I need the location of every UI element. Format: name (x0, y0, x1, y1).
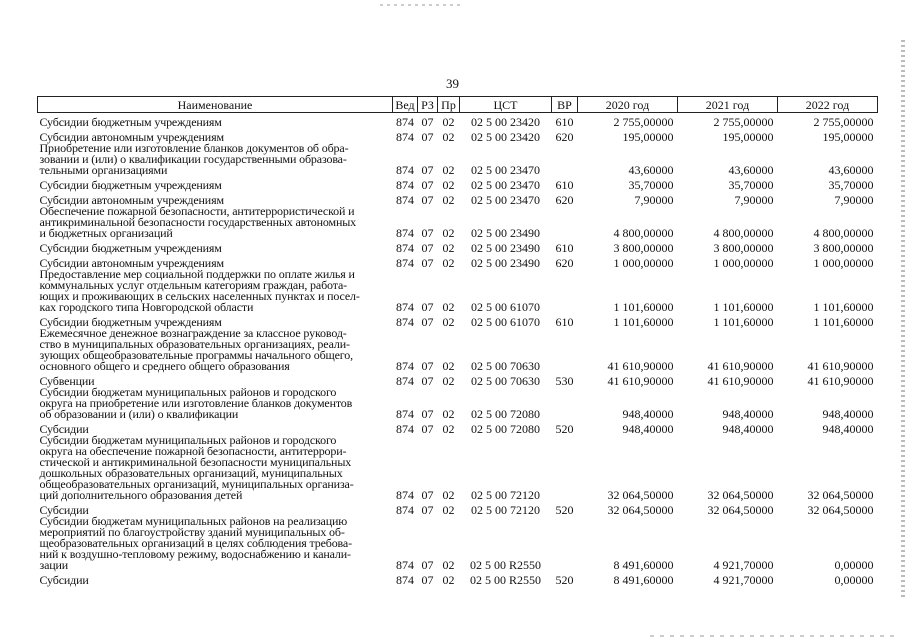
table-row (38, 176, 878, 191)
cell-name (38, 239, 393, 254)
name-line: Ежемесячное денежное вознаграждение за классное руковод- (39, 325, 347, 340)
cell-y2021: 1 000,00000 (713, 255, 774, 270)
cell-vr: 610 (555, 114, 574, 129)
table-row (38, 435, 878, 501)
table-row (38, 206, 878, 239)
table-row (38, 239, 878, 254)
cell-y2020: 1 101,60000 (613, 314, 674, 329)
cell-y2020: 1 000,00000 (613, 255, 674, 270)
cell-ved: 874 (396, 487, 414, 502)
cell-y2021: 32 064,50000 (707, 487, 774, 502)
cell-rz: 07 (421, 502, 434, 517)
name-line: ций дополнительного образования детей (39, 487, 243, 502)
name-line: округа на обеспечение пожарной безопасности, антитеррори- (39, 443, 347, 458)
cell-y2022: 32 064,50000 (807, 487, 874, 502)
cell-y2022: 3 800,00000 (813, 240, 874, 255)
cell-y2021: 41 610,90000 (707, 358, 774, 373)
name-line: Приобретение или изготовление бланков документов об обра- (39, 140, 349, 155)
table-body (38, 113, 878, 586)
name-line: ний к воздушно-тепловому режиму, водоснабжению и канали- (39, 546, 351, 561)
cell-cst: 02 5 00 23420 (471, 129, 540, 144)
header-name: Наименование (38, 97, 393, 113)
header-2022: 2022 год (778, 97, 878, 113)
cell-y2021: 1 101,60000 (713, 314, 774, 329)
table-row (38, 269, 878, 313)
cell-cst: 02 5 00 72080 (471, 406, 540, 421)
cell-vr (552, 435, 578, 501)
cell-y2021: 4 800,00000 (713, 225, 774, 240)
cell-pr: 02 (442, 502, 455, 517)
cell-cst: 02 5 00 23420 (471, 114, 540, 129)
scan-edge-artifact (901, 40, 905, 600)
name-line: Субсидии бюджетам муниципальных районов на реализацию (39, 513, 348, 528)
cell-cst: 02 5 00 R2550 (469, 572, 541, 587)
cell-ved: 874 (396, 240, 414, 255)
cell-pr: 02 (442, 421, 455, 436)
cell-rz: 07 (421, 373, 434, 388)
cell-y2020: 43,60000 (628, 162, 674, 177)
cell-vr: 610 (555, 314, 574, 329)
cell-vr: 520 (555, 502, 574, 517)
cell-rz: 07 (421, 114, 434, 129)
cell-y2022: 948,40000 (822, 406, 874, 421)
name-line: тельными организациями (39, 162, 168, 177)
cell-name (38, 176, 393, 191)
cell-cst: 02 5 00 72080 (471, 421, 540, 436)
cell-y2021: 1 101,60000 (713, 299, 774, 314)
cell-cst: 02 5 00 23470 (471, 162, 540, 177)
cell-y2022: 0,00000 (834, 572, 874, 587)
name-line: Предоставление мер социальной поддержки по оплате жилья и (39, 266, 355, 281)
name-line: антикриминальной безопасности государственных автономных (39, 214, 357, 229)
name-line: и бюджетных организаций (39, 225, 173, 240)
cell-ved: 874 (396, 358, 414, 373)
name-line: коммунальных услуг отдельным категориям граждан, работа- (39, 277, 347, 292)
cell-rz: 07 (421, 299, 434, 314)
cell-y2020: 948,40000 (622, 421, 674, 436)
cell-pr: 02 (442, 162, 455, 177)
cell-vr (552, 143, 578, 176)
cell-y2021: 35,70000 (728, 177, 774, 192)
table-row (38, 143, 878, 176)
cell-vr: 520 (555, 572, 574, 587)
cell-y2022: 1 101,60000 (813, 314, 874, 329)
cell-rz: 07 (421, 314, 434, 329)
cell-name (38, 513, 393, 572)
cell-name (38, 113, 393, 128)
cell-ved: 874 (396, 225, 414, 240)
cell-ved: 874 (396, 162, 414, 177)
scan-artifact-top (380, 4, 460, 6)
cell-ved: 874 (396, 406, 414, 421)
cell-y2022: 0,00000 (834, 557, 874, 572)
name-line: Субсидии бюджетным учреждениям (39, 240, 222, 255)
cell-name (38, 571, 393, 586)
cell-ved: 874 (396, 192, 414, 207)
cell-vr (552, 328, 578, 372)
cell-pr: 02 (442, 557, 455, 572)
name-line: основного общего и среднего общего образования (39, 358, 290, 373)
cell-vr: 610 (555, 177, 574, 192)
name-line: об образовании и (или) о квалификации (39, 406, 239, 421)
cell-cst: 02 5 00 70630 (471, 358, 540, 373)
cell-y2021: 4 921,70000 (713, 572, 774, 587)
cell-y2020: 41 610,90000 (607, 373, 674, 388)
cell-vr (552, 516, 578, 571)
cell-cst: 02 5 00 61070 (471, 299, 540, 314)
cell-ved: 874 (396, 114, 414, 129)
cell-y2022: 41 610,90000 (807, 373, 874, 388)
cell-vr: 530 (555, 373, 574, 388)
page-number: 39 (446, 76, 459, 91)
name-line: Субсидии автономным учреждениям (39, 255, 224, 270)
cell-rz: 07 (421, 192, 434, 207)
cell-name (38, 203, 393, 240)
cell-vr (552, 387, 578, 420)
cell-name (38, 140, 393, 177)
cell-rz: 07 (421, 358, 434, 373)
cell-rz: 07 (421, 225, 434, 240)
cell-rz: 07 (421, 421, 434, 436)
name-line: Субсидии бюджетным учреждениям (39, 114, 222, 129)
cell-y2021: 41 610,90000 (707, 373, 774, 388)
name-line: зации (39, 557, 69, 572)
cell-cst: 02 5 00 23470 (471, 177, 540, 192)
cell-y2022: 43,60000 (828, 162, 874, 177)
name-line: общеобразовательных организаций, муниципальных организа- (39, 476, 354, 491)
cell-rz: 07 (421, 255, 434, 270)
cell-cst: 02 5 00 23470 (471, 192, 540, 207)
name-line: округа на приобретение или изготовление бланков документов (39, 395, 353, 410)
header-pr: Пр (438, 97, 460, 113)
cell-name (38, 266, 393, 314)
cell-ved: 874 (396, 421, 414, 436)
name-line: Субсидии (39, 572, 89, 587)
cell-name (38, 384, 393, 421)
cell-ved: 874 (396, 373, 414, 388)
cell-rz: 07 (421, 162, 434, 177)
cell-pr: 02 (442, 129, 455, 144)
cell-y2022: 1 101,60000 (813, 299, 874, 314)
header-rz: РЗ (418, 97, 438, 113)
cell-y2021: 7,90000 (734, 192, 774, 207)
cell-cst: 02 5 00 72120 (471, 487, 540, 502)
name-line: Субсидии бюджетным учреждениям (39, 177, 222, 192)
cell-y2020: 8 491,60000 (613, 557, 674, 572)
name-line: зовании и (или) о квалификации государственными образова- (39, 151, 347, 166)
cell-vr (552, 269, 578, 313)
name-line: щеобразовательных организаций в целях соблюдения требова- (39, 535, 352, 550)
cell-y2020: 41 610,90000 (607, 358, 674, 373)
cell-y2020: 948,40000 (622, 406, 674, 421)
budget-table (37, 96, 878, 586)
cell-pr: 02 (442, 240, 455, 255)
cell-ved: 874 (396, 572, 414, 587)
cell-cst: 02 5 00 R2550 (469, 557, 541, 572)
header-2021: 2021 год (678, 97, 778, 113)
table-row (38, 113, 878, 128)
name-line: ство в муниципальных образовательных организациях, реали- (39, 336, 350, 351)
table-row (38, 328, 878, 372)
cell-y2022: 41 610,90000 (807, 358, 874, 373)
name-line: Обеспечение пожарной безопасности, антитеррористической и (39, 203, 355, 218)
cell-vr: 520 (555, 421, 574, 436)
cell-y2021: 4 921,70000 (713, 557, 774, 572)
cell-cst: 02 5 00 23490 (471, 225, 540, 240)
cell-rz: 07 (421, 487, 434, 502)
cell-vr: 620 (555, 129, 574, 144)
cell-y2020: 2 755,00000 (613, 114, 674, 129)
cell-ved: 874 (396, 177, 414, 192)
table-header (38, 97, 878, 113)
cell-vr: 620 (555, 192, 574, 207)
name-line: Субсидии бюджетам муниципальных районов и городского (39, 384, 337, 399)
cell-y2020: 32 064,50000 (607, 502, 674, 517)
cell-y2022: 35,70000 (828, 177, 874, 192)
name-line: ющих и проживающих в сельских населенных пунктах и посел- (39, 288, 360, 303)
cell-rz: 07 (421, 177, 434, 192)
cell-y2020: 35,70000 (628, 177, 674, 192)
cell-vr: 610 (555, 240, 574, 255)
cell-cst: 02 5 00 23490 (471, 240, 540, 255)
cell-pr: 02 (442, 177, 455, 192)
name-line: Субсидии (39, 502, 89, 517)
cell-pr: 02 (442, 358, 455, 373)
cell-y2022: 195,00000 (822, 129, 874, 144)
cell-pr: 02 (442, 314, 455, 329)
name-line: Субсидии бюджетам муниципальных районов и городского (39, 432, 337, 447)
header-row (38, 97, 878, 113)
cell-y2022: 2 755,00000 (813, 114, 874, 129)
cell-cst: 02 5 00 23490 (471, 255, 540, 270)
table-row (38, 387, 878, 420)
name-line: Субсидии бюджетным учреждениям (39, 314, 222, 329)
cell-vr (552, 206, 578, 239)
cell-ved: 874 (396, 557, 414, 572)
cell-cst: 02 5 00 61070 (471, 314, 540, 329)
header-cst: ЦСТ (460, 97, 552, 113)
cell-y2020: 32 064,50000 (607, 487, 674, 502)
cell-y2022: 1 000,00000 (813, 255, 874, 270)
scan-artifact-bottom (650, 635, 900, 637)
cell-y2021: 43,60000 (728, 162, 774, 177)
name-line: Субсидии (39, 421, 89, 436)
cell-ved: 874 (396, 129, 414, 144)
header-ved: Вед (393, 97, 418, 113)
cell-cst: 02 5 00 70630 (471, 373, 540, 388)
cell-ved: 874 (396, 314, 414, 329)
cell-ved: 874 (396, 502, 414, 517)
cell-name (38, 325, 393, 373)
cell-y2022: 4 800,00000 (813, 225, 874, 240)
cell-vr: 620 (555, 255, 574, 270)
cell-rz: 07 (421, 240, 434, 255)
cell-pr: 02 (442, 192, 455, 207)
cell-pr: 02 (442, 299, 455, 314)
cell-rz: 07 (421, 572, 434, 587)
cell-pr: 02 (442, 255, 455, 270)
cell-y2022: 7,90000 (834, 192, 874, 207)
cell-y2021: 948,40000 (722, 421, 774, 436)
cell-rz: 07 (421, 129, 434, 144)
cell-pr: 02 (442, 406, 455, 421)
table-row (38, 516, 878, 571)
name-line: мероприятий по благоустройству зданий муниципальных об- (39, 524, 345, 539)
cell-y2021: 3 800,00000 (713, 240, 774, 255)
cell-y2022: 32 064,50000 (807, 502, 874, 517)
name-line: Субвенции (39, 373, 95, 388)
cell-y2021: 2 755,00000 (713, 114, 774, 129)
header-2020: 2020 год (578, 97, 678, 113)
name-line: Субсидии автономным учреждениям (39, 129, 224, 144)
cell-cst: 02 5 00 72120 (471, 502, 540, 517)
cell-pr: 02 (442, 487, 455, 502)
cell-rz: 07 (421, 406, 434, 421)
cell-pr: 02 (442, 572, 455, 587)
cell-name (38, 432, 393, 502)
cell-y2021: 32 064,50000 (707, 502, 774, 517)
cell-y2020: 195,00000 (622, 129, 674, 144)
cell-y2021: 948,40000 (722, 406, 774, 421)
name-line: Субсидии автономным учреждениям (39, 192, 224, 207)
cell-y2020: 3 800,00000 (613, 240, 674, 255)
cell-ved: 874 (396, 299, 414, 314)
cell-pr: 02 (442, 225, 455, 240)
name-line: зующих общеобразовательные программы начального общего, (39, 347, 353, 362)
cell-y2020: 8 491,60000 (613, 572, 674, 587)
budget-table-container (37, 96, 877, 586)
cell-y2020: 7,90000 (634, 192, 674, 207)
cell-y2022: 948,40000 (822, 421, 874, 436)
cell-y2020: 4 800,00000 (613, 225, 674, 240)
cell-pr: 02 (442, 114, 455, 129)
name-line: ках городского типа Новгородской области (39, 299, 254, 314)
header-vr: ВР (552, 97, 578, 113)
name-line: стической и антикриминальной безопасности муниципальных (39, 454, 352, 469)
name-line: дошкольных образовательных организаций, муниципальных (39, 465, 343, 480)
table-row (38, 571, 878, 586)
cell-ved: 874 (396, 255, 414, 270)
cell-y2021: 195,00000 (722, 129, 774, 144)
cell-y2020: 1 101,60000 (613, 299, 674, 314)
cell-pr: 02 (442, 373, 455, 388)
cell-rz: 07 (421, 557, 434, 572)
